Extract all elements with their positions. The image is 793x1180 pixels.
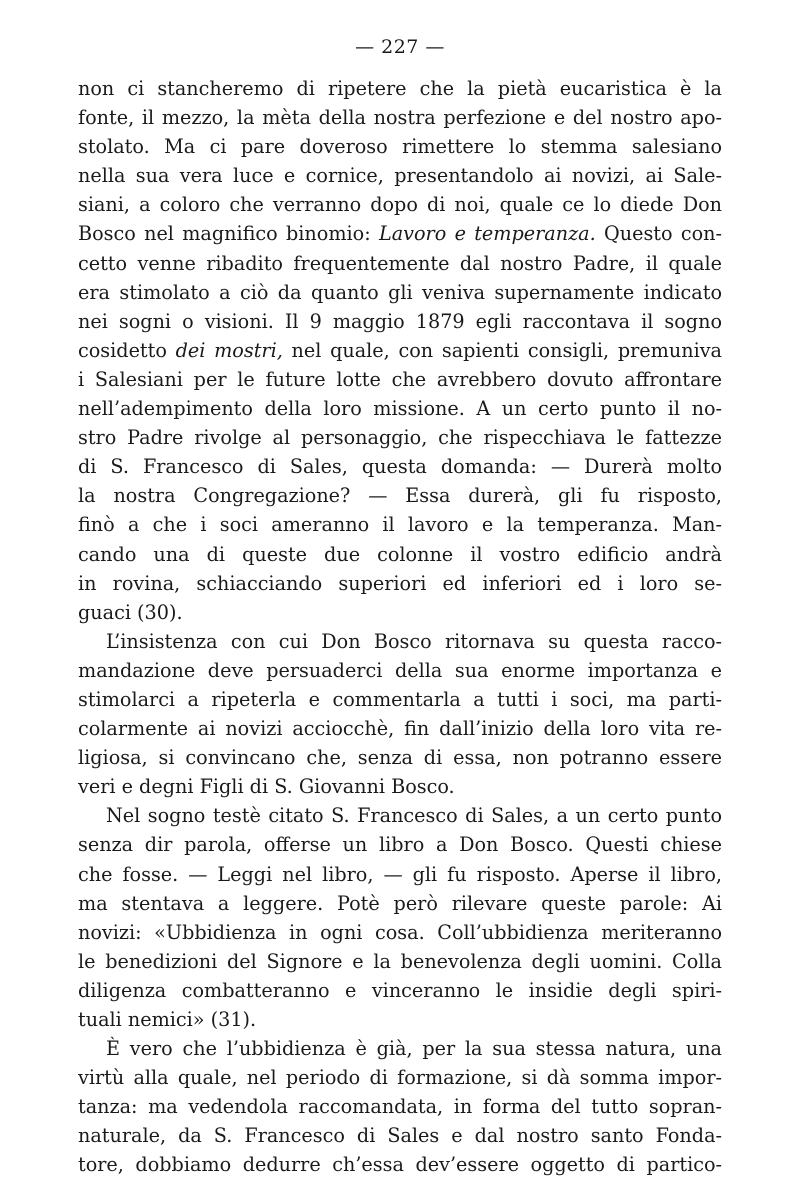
text-line: virtù alla quale, nel periodo di formazione, si dà somma impor- [78, 1066, 722, 1090]
text-line: i Salesiani per le future lotte che avrebbero dovuto affrontare [78, 367, 722, 391]
text-line: era stimolato a ciò da quanto gli veniva supernamente indicato [78, 280, 722, 304]
text-line: novizi: «Ubbidienza in ogni cosa. Coll’ubbidienza meriteranno [78, 920, 722, 944]
text-line: non ci stancheremo di ripetere che la pietà eucaristica è la [78, 77, 722, 100]
text-line: L’insistenza con cui Don Bosco ritornava su questa racco- [106, 629, 722, 653]
text-line: colarmente ai novizi acciocchè, fin dall’inizio della loro vita re- [78, 717, 722, 741]
text-line: veri e degni Figli di S. Giovanni Bosco. [78, 775, 455, 799]
text-line: cosidetto dei mostri, nel quale, con sapienti consigli, premuniva [78, 338, 722, 362]
text-line: fonte, il mezzo, la mèta della nostra perfezione e del nostro apo- [78, 106, 722, 130]
text-line: Bosco nel magnifico binomio: Lavoro e temperanza. Questo con- [78, 222, 722, 246]
paragraph [78, 801, 722, 1034]
text-line: nella sua vera luce e cornice, presentandolo ai novizi, ai Sale- [78, 164, 722, 188]
text-line: diligenza combatteranno e vinceranno le insidie degli spiri- [78, 978, 722, 1002]
text-line: È vero che l’ubbidienza è già, per la sua stessa natura, una [106, 1037, 722, 1061]
text-line: siani, a coloro che verranno dopo di noi, quale ce lo diede Don [78, 193, 722, 217]
text-line: la nostra Congregazione? — Essa durerà, gli fu risposto, [78, 484, 722, 508]
paragraph [78, 74, 722, 627]
text-line: cando una di queste due colonne il vostro edificio andrà [78, 542, 722, 566]
text-line: finò a che i soci ameranno il lavoro e la temperanza. Man- [78, 513, 722, 537]
text-line: tuali nemici» (31). [78, 1008, 257, 1031]
text-line: Nel sogno testè citato S. Francesco di Sales, a un certo punto [106, 804, 722, 828]
text-line: cetto venne ribadito frequentemente dal nostro Padre, il quale [78, 251, 722, 275]
text-line: stolato. Ma ci pare doveroso rimettere lo stemma salesiano [78, 135, 722, 159]
text-line: in rovina, schiacciando superiori ed inferiori ed i loro se- [78, 571, 722, 595]
text-line: tore, dobbiamo dedurre ch’essa dev’essere oggetto di partico- [78, 1153, 722, 1177]
text-line: che fosse. — Leggi nel libro, — gli fu risposto. Aperse il libro, [78, 862, 722, 886]
paragraph [78, 627, 722, 802]
text-line: nei sogni o visioni. Il 9 maggio 1879 egli raccontava il sogno [78, 309, 722, 333]
book-page [78, 34, 722, 1180]
body-text [78, 74, 722, 1180]
paragraph [78, 1034, 722, 1179]
text-line: di S. Francesco di Sales, questa domanda: — Durerà molto [78, 455, 722, 479]
text-line: le benedizioni del Signore e la benevolenza degli uomini. Colla [78, 949, 722, 973]
text-line: stimolarci a ripeterla e commentarla a tutti i soci, ma parti- [78, 687, 722, 711]
page-number: — 227 — [355, 36, 445, 58]
text-line: tanza: ma vedendola raccomandata, in forma del tutto sopran- [78, 1095, 722, 1119]
text-line: ligiosa, si convincano che, senza di essa, non potranno essere [78, 746, 722, 770]
text-line: naturale, da S. Francesco di Sales e dal nostro santo Fonda- [78, 1124, 722, 1148]
text-line: nell’adempimento della loro missione. A un certo punto il no- [78, 397, 722, 421]
text-line: stro Padre rivolge al personaggio, che rispecchiava le fattezze [78, 426, 722, 450]
text-line: mandazione deve persuaderci della sua enorme importanza e [78, 658, 722, 682]
text-line: ma stentava a leggere. Potè però rilevare queste parole: Ai [78, 891, 722, 915]
text-line: senza dir parola, offerse un libro a Don Bosco. Questi chiese [78, 833, 722, 857]
text-line: guaci (30). [78, 600, 183, 624]
